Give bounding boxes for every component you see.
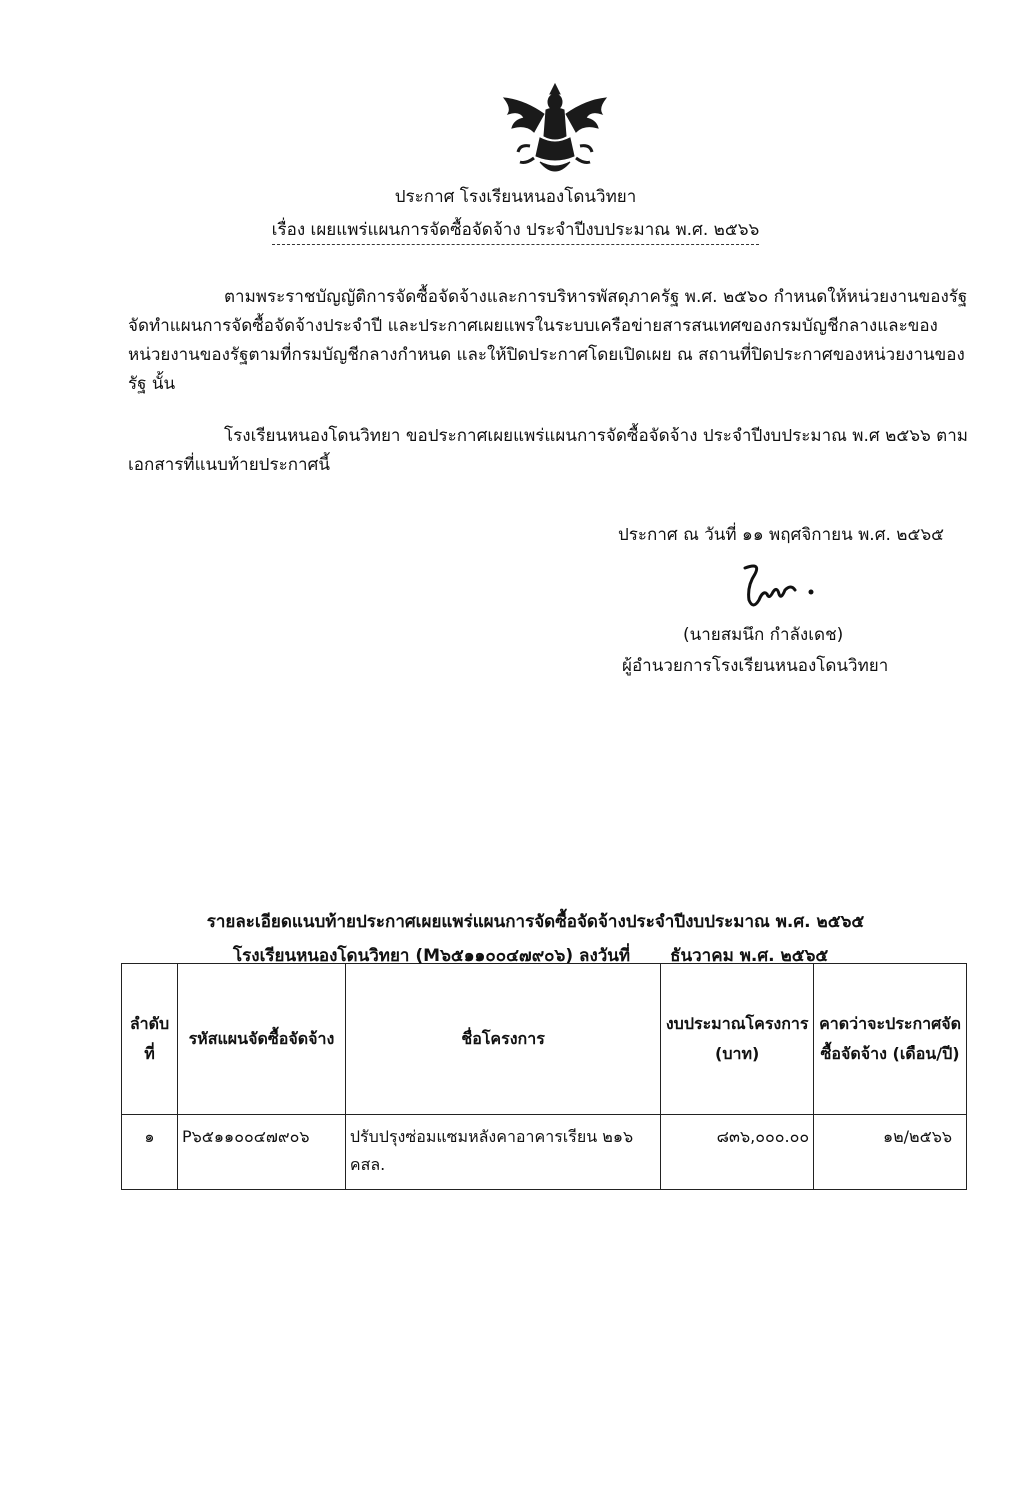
cell-plan-code: P๖๕๑๑๐๐๔๗๙๐๖ [177, 1115, 345, 1190]
cell-expected-date: ๑๒/๒๕๖๖ [814, 1115, 967, 1190]
attachment-subtitle: โรงเรียนหนองโดนวิทยา (M๖๕๑๑๐๐๔๗๙๐๖) ลงวันที่ ธันวาคม พ.ศ. ๒๕๖๕ [233, 946, 829, 966]
garuda-emblem-icon [494, 80, 616, 180]
announcement-subject: เรื่อง เผยแพร่แผนการจัดซื้อจัดจ้าง ประจำปีงบประมาณ พ.ศ. ๒๕๖๖ [272, 220, 760, 245]
table-header-row [122, 964, 967, 1115]
header-plan-code: รหัสแผนจัดซื้อจัดจ้าง [177, 964, 345, 1115]
signer-name: (นายสมนึก กำลังเดช) [683, 625, 844, 645]
body-paragraph-1: ตามพระราชบัญญัติการจัดซื้อจัดจ้างและการบริหารพัสดุภาครัฐ พ.ศ. ๒๕๖๐ กำหนดให้หน่วยงานของรัฐจัดทำแผนการจัดซื้อจัดจ้างประจำปี และประกาศเผยแพรในระบบเครือข่ายสารสนเทศของกรมบัญชีกลางและของหน่วยงานของรัฐตามที่กรมบัญชีกลางกำหนด และให้ปิดประกาศโดยเปิดเผย ณ สถานที่ปิดประกาศของหน่วยงานของรัฐ นั้น [128, 287, 968, 394]
header-expected-date: คาดว่าจะประกาศจัดซื้อจัดจ้าง (เดือน/ปี) [814, 964, 967, 1115]
header-budget: งบประมาณโครงการ (บาท) [661, 964, 814, 1115]
body-paragraph-2: โรงเรียนหนองโดนวิทยา ขอประกาศเผยแพร่แผนการจัดซื้อจัดจ้าง ประจำปีงบประมาณ พ.ศ ๒๕๖๖ ตามเอกสารที่แนบท้ายประกาศนี้ [128, 426, 968, 475]
header-no: ลำดับที่ [122, 964, 178, 1115]
table-row [122, 1115, 967, 1190]
procurement-plan-table [121, 963, 967, 1190]
cell-budget: ๘๓๖,๐๐๐.๐๐ [661, 1115, 814, 1190]
announcement-date: ประกาศ ณ วันที่ ๑๑ พฤศจิกายน พ.ศ. ๒๕๖๕ [618, 525, 945, 545]
attachment-title: รายละเอียดแนบท้ายประกาศเผยแพร่แผนการจัดซื้อจัดจ้างประจำปีงบประมาณ พ.ศ. ๒๕๖๕ [206, 912, 865, 932]
cell-project-name: ปรับปรุงซ่อมแซมหลังคาอาคารเรียน ๒๑๖ คสล. [345, 1115, 660, 1190]
cell-no: ๑ [122, 1115, 178, 1190]
signature-mark [735, 560, 825, 614]
announcement-header: ประกาศ โรงเรียนหนองโดนวิทยา [394, 187, 637, 207]
header-project-name: ชื่อโครงการ [345, 964, 660, 1115]
signer-position: ผู้อำนวยการโรงเรียนหนองโดนวิทยา [622, 656, 889, 676]
